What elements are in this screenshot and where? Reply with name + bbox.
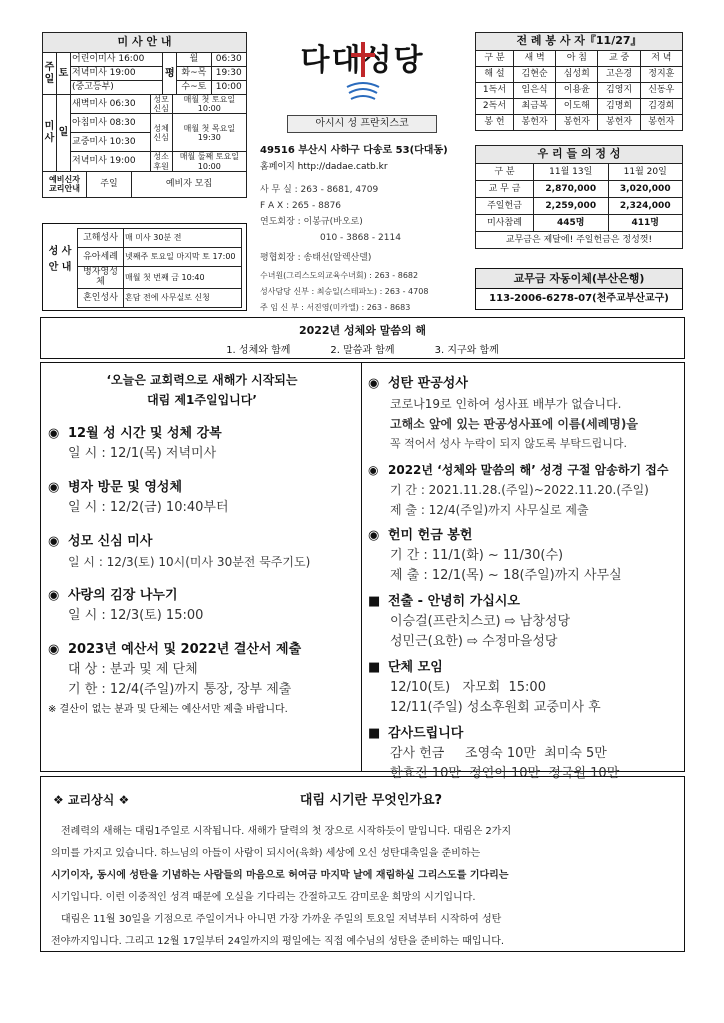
servers-head: 저 녁 — [640, 51, 682, 67]
address: 49516 부산시 사하구 다송로 53(다대동) — [260, 145, 448, 156]
servers-cell: 1독서 — [476, 83, 514, 99]
sacrament-label: 성 사 안 내 — [48, 246, 72, 273]
sat-mass-name: 저녁미사 — [72, 68, 107, 79]
notice-item — [368, 460, 680, 520]
label-weekday: 평 — [163, 53, 177, 95]
notice-item: ◉ 12월 성 시간 및 성체 강복 일 시 : 12/1(목) 저녁미사 — [48, 424, 356, 464]
notice-line: 기 간 : 2021.11.28.(주일)~2022.11.20.(주일) — [390, 483, 649, 497]
devotion-name: 성모 신심 — [150, 95, 172, 114]
sat-mass-name: 어린이미사 — [72, 54, 116, 65]
catechism-body — [51, 821, 676, 953]
notice-item — [368, 374, 680, 454]
servers-cell: 고은경 — [598, 67, 640, 83]
theme-item: 1. 성체와 함께 — [226, 345, 291, 356]
intro-line: ‘오늘은 교회력으로 새해가 시작되는 — [106, 373, 298, 387]
servers-cell: 해 설 — [476, 67, 514, 83]
catechism-line: 대림은 11월 30일을 기점으로 주일이거나 아니면 가장 가까운 주일의 토요일 저녁부터 시작하여 성탄 — [61, 914, 502, 925]
notice-heading: 2022년 ‘성체와 말씀의 해’ 성경 구절 암송하기 접수 — [388, 463, 669, 477]
info-yeondo: 연도회장 : 이봉규(바오로) — [260, 217, 363, 227]
sat-mass-time: 19:00 — [109, 68, 136, 79]
theme-item: 3. 지구와 함께 — [434, 345, 499, 356]
notice-line: 일 시 : 12/3(토) 15:00 — [68, 608, 204, 623]
servers-cell: 최금복 — [513, 99, 555, 115]
offering-cell: 미사참례 — [476, 215, 534, 232]
sun-mass-name: 저녁미사 — [72, 156, 107, 167]
notice-line: 코로나19로 인하여 성사표 배부가 없습니다. — [390, 397, 622, 411]
notice-line: 일 시 : 12/3(토) 10시(미사 30분전 묵주기도) — [68, 555, 311, 569]
info-office: 사 무 실 : 263 - 8681, 4709 — [260, 185, 379, 195]
notice-heading: 헌미 헌금 봉헌 — [388, 528, 473, 543]
sacrament-value: 넷째주 토요일 마지막 토 17:00 — [124, 248, 242, 267]
info-council: 평협회장 : 송태선(알렉산델) — [260, 253, 372, 263]
devotion-date: 매월 둘째 토요일 10:00 — [172, 152, 246, 171]
sat-mass-time: 16:00 — [118, 54, 145, 65]
notices-divider — [361, 363, 362, 771]
notice-line: 12/11(주일) 성소후원회 교중미사 후 — [390, 700, 601, 715]
sacrament-name: 유아세례 — [78, 248, 124, 267]
sacrament-value: 매 미사 30분 전 — [124, 229, 242, 248]
offering-cell: 2,870,000 — [534, 181, 609, 198]
servers-cell: 봉 헌 — [476, 115, 514, 131]
church-logo-icon — [343, 37, 383, 107]
notice-item — [368, 724, 680, 784]
sun-mass-name: 교중미사 — [72, 137, 107, 148]
notice-item: ◉ 사랑의 김장 나누기 일 시 : 12/3(토) 15:00 — [48, 586, 356, 626]
bullet-icon: ◉ — [368, 376, 380, 391]
week-time: 10:00 — [211, 81, 246, 95]
notice-line: 고해소 앞에 있는 판공성사표에 이름(세례명)을 — [390, 417, 638, 431]
offering-cell: 2,259,000 — [534, 198, 609, 215]
catechism-label: ❖ 교리상식 ❖ — [53, 793, 130, 807]
catechism-line: 시기입니다. 이런 이중적인 성격 때문에 오실을 기다리는 간절하고도 감미로운 희망의 시기입니다. — [51, 892, 476, 903]
servers-cell: 정지훈 — [640, 67, 682, 83]
offering-cell: 411명 — [608, 215, 683, 232]
catechumen-day: 주일 — [87, 171, 132, 197]
sun-mass-time: 06:30 — [109, 99, 136, 110]
servers-head: 새 벽 — [513, 51, 555, 67]
offering-cell: 주일헌금 — [476, 198, 534, 215]
intro-line: 대림 제1주일입니다’ — [147, 393, 257, 407]
label-jumil: 주일 — [44, 62, 55, 85]
info-pastor: 주 임 신 부 : 서진영(미카엘) : 263 - 8683 — [260, 303, 411, 312]
week-day: 수~토 — [177, 81, 211, 95]
label-misa: 미사 — [43, 95, 57, 172]
notice-heading: 사랑의 김장 나누기 — [68, 588, 178, 603]
notice-line: 12/10(토) 자모회 15:00 — [390, 680, 546, 695]
notice-line: 제 출 : 12/1(목) ~ 18(주일)까지 사무실 — [390, 568, 622, 583]
offering-cell: 445명 — [534, 215, 609, 232]
patron-label: 아시시 성 프란치스코 — [287, 115, 437, 133]
theme-title: 2022년 성체와 말씀의 해 — [298, 324, 427, 337]
homepage-link[interactable]: 홈페이지 http://dadae.catb.kr — [260, 162, 388, 172]
servers-cell: 봉헌자 — [598, 115, 640, 131]
offering-head: 11월 13일 — [534, 164, 609, 181]
servers-title: 전 례 봉 사 자『11/27』 — [476, 33, 683, 51]
servers-cell: 김현순 — [513, 67, 555, 83]
info-sacrament-priest: 성사담당 신부 : 최승일(스테파노) : 263 - 4708 — [260, 287, 429, 296]
catechism-line: 전야까지입니다. 그리고 12월 17일부터 24일까지의 평일에는 직접 예수님의 성탄을 준비하는 때입니다. — [51, 936, 505, 947]
notice-item: ◉ 성모 신심 미사 일 시 : 12/3(토) 10시(미사 30분전 묵주기도) — [48, 532, 356, 572]
offering-title: 우 리 들 의 정 성 — [476, 146, 683, 164]
theme-item: 2. 말씀과 함께 — [330, 345, 395, 356]
notice-item — [368, 526, 680, 586]
contact-info — [260, 182, 428, 316]
church-name: 다대성당 — [300, 43, 425, 78]
bank-title: 교무금 자동이체(부산은행) — [476, 269, 682, 289]
sun-mass-time: 19:00 — [109, 156, 136, 167]
bullet-icon: ■ — [368, 726, 381, 741]
servers-cell: 봉헌자 — [513, 115, 555, 131]
right-notices — [368, 374, 680, 784]
notice-heading: 병자 방문 및 영성체 — [68, 480, 183, 495]
offering-note: 교무금은 제달에! 주일헌금은 정성껏! — [476, 232, 683, 249]
notice-heading: 2023년 예산서 및 2022년 결산서 제출 — [68, 642, 302, 657]
left-notices — [48, 370, 356, 720]
catechism-line: 의미를 가지고 있습니다. 하느님의 아들이 사람이 되시어(육화) 세상에 오신 성탄대축일을 준비하는 — [51, 848, 481, 859]
devotion-date: 매월 첫 토요일 10:00 — [172, 95, 246, 114]
notice-heading: 감사드립니다 — [388, 726, 464, 741]
offering-cell: 2,324,000 — [608, 198, 683, 215]
notice-line: 일 시 : 12/2(금) 10:40부터 — [68, 500, 229, 515]
servers-cell: 임은식 — [513, 83, 555, 99]
week-time: 06:30 — [211, 53, 246, 67]
bank-transfer — [475, 268, 683, 310]
sacrament-guide — [42, 223, 247, 311]
mass-schedule — [42, 32, 247, 198]
sacrament-name: 병자영성체 — [78, 267, 124, 289]
notice-line: 성민근(요한) ⇨ 수정마을성당 — [390, 634, 558, 649]
catechism-box — [40, 776, 685, 952]
offering-cell: 교 무 금 — [476, 181, 534, 198]
label-sunday: 일 — [57, 95, 71, 172]
servers-cell: 2독서 — [476, 99, 514, 115]
liturgy-servers — [475, 32, 683, 131]
notice-heading: 단체 모임 — [388, 660, 443, 675]
bullet-icon: ◉ — [368, 528, 380, 543]
notice-item: ◉ 2023년 예산서 및 2022년 결산서 제출 대 상 : 분과 및 제 단체 기 한 : 12/4(주일)까지 통장, 장부 제출 — [48, 640, 356, 700]
notice-line: 기 간 : 11/1(화) ~ 11/30(수) — [390, 548, 564, 563]
notice-line: 이승걸(프란치스코) ⇨ 남창성당 — [390, 614, 570, 629]
notice-heading: 전출 - 안녕히 가십시오 — [388, 594, 520, 609]
bullet-icon: ■ — [368, 660, 381, 675]
notice-heading: 12월 성 시간 및 성체 강복 — [68, 426, 222, 441]
sacrament-name: 혼인성사 — [78, 288, 124, 307]
info-yeondo-phone: 010 - 3868 - 2114 — [320, 233, 401, 243]
devotion-date: 매월 첫 목요일 19:30 — [172, 114, 246, 152]
servers-cell: 심성희 — [556, 67, 598, 83]
devotion-name: 성소 후원 — [150, 152, 172, 171]
info-fax: F A X : 265 - 8876 — [260, 201, 342, 211]
label-sat: 토 — [57, 53, 71, 95]
servers-head: 아 침 — [556, 51, 598, 67]
notice-line: 일 시 : 12/1(목) 저녁미사 — [68, 446, 217, 461]
notice-footnote: ※ 결산이 없는 분과 및 단체는 예산서만 제출 바랍니다. — [48, 704, 288, 715]
church-header — [255, 35, 470, 312]
notice-heading: 성모 신심 미사 — [68, 534, 153, 549]
sacrament-name: 고해성사 — [78, 229, 124, 248]
info-convent: 수녀원(그리스도의교육수녀회) : 263 - 8682 — [260, 271, 419, 280]
offering-table — [475, 145, 683, 249]
week-day: 월 — [177, 53, 211, 67]
servers-head: 교 중 — [598, 51, 640, 67]
sacrament-value: 혼담 전에 사무실로 신청 — [124, 288, 242, 307]
catechism-title: 대림 시기란 무엇인가요? — [299, 793, 443, 808]
notice-heading: 성탄 판공성사 — [388, 376, 468, 391]
mass-title: 미 사 안 내 — [43, 33, 247, 53]
catechumen-label: 예비신자 교리안내 — [43, 171, 87, 197]
bank-account: 113-2006-6278-07(천주교부산교구) — [489, 293, 669, 304]
week-time: 19:30 — [211, 67, 246, 81]
servers-cell: 김경희 — [640, 99, 682, 115]
notice-line: 꼭 적어서 성사 누락이 되지 않도록 부탁드립니다. — [390, 437, 627, 450]
catechism-line: 전례력의 새해는 대림1주일로 시작됩니다. 새해가 달력의 첫 장으로 시작하듯이 말입니다. 대림은 2가지 — [61, 826, 512, 837]
sun-mass-name: 새벽미사 — [72, 99, 107, 110]
notice-item — [368, 592, 680, 652]
sat-mass-name: (중고등부) — [71, 81, 163, 95]
notice-item — [368, 658, 680, 718]
catechism-line: 시기이자, 동시에 성탄을 기념하는 사람들의 마음으로 허여금 마지막 날에 재림하실 그리스도를 기다리는 — [51, 870, 509, 881]
sun-mass-time: 08:30 — [109, 118, 136, 129]
sun-mass-time: 10:30 — [109, 137, 136, 148]
servers-cell: 김영지 — [598, 83, 640, 99]
servers-cell: 이용윤 — [556, 83, 598, 99]
servers-cell: 봉헌자 — [556, 115, 598, 131]
week-day: 화~목 — [177, 67, 211, 81]
notice-line: 한효진 10만 정연이 10만 정국원 10만 — [390, 766, 620, 781]
bullet-icon: ■ — [368, 594, 381, 609]
catechumen-value: 예비자 모집 — [132, 171, 247, 197]
bullet-icon: ◉ — [368, 463, 379, 477]
notice-line: 제 출 : 12/4(주일)까지 사무실로 제출 — [390, 503, 589, 517]
notice-line: 대 상 : 분과 및 제 단체 — [68, 662, 198, 677]
servers-cell: 신동우 — [640, 83, 682, 99]
notice-line: 감사 헌금 조영숙 10만 최미숙 5만 — [390, 746, 607, 761]
sun-mass-name: 아침미사 — [72, 118, 107, 129]
offering-head: 11월 20일 — [608, 164, 683, 181]
offering-cell: 3,020,000 — [608, 181, 683, 198]
offering-head: 구 분 — [476, 164, 534, 181]
year-theme — [40, 317, 685, 359]
servers-head: 구 분 — [476, 51, 514, 67]
servers-cell: 봉헌자 — [640, 115, 682, 131]
sacrament-value: 매월 첫 번째 금 10:40 — [124, 267, 242, 289]
notice-line: 기 한 : 12/4(주일)까지 통장, 장부 제출 — [68, 682, 292, 697]
servers-cell: 이도해 — [556, 99, 598, 115]
servers-cell: 김명희 — [598, 99, 640, 115]
devotion-name: 성체 신심 — [150, 114, 172, 152]
notice-item: ◉ 병자 방문 및 영성체 일 시 : 12/2(금) 10:40부터 — [48, 478, 356, 518]
